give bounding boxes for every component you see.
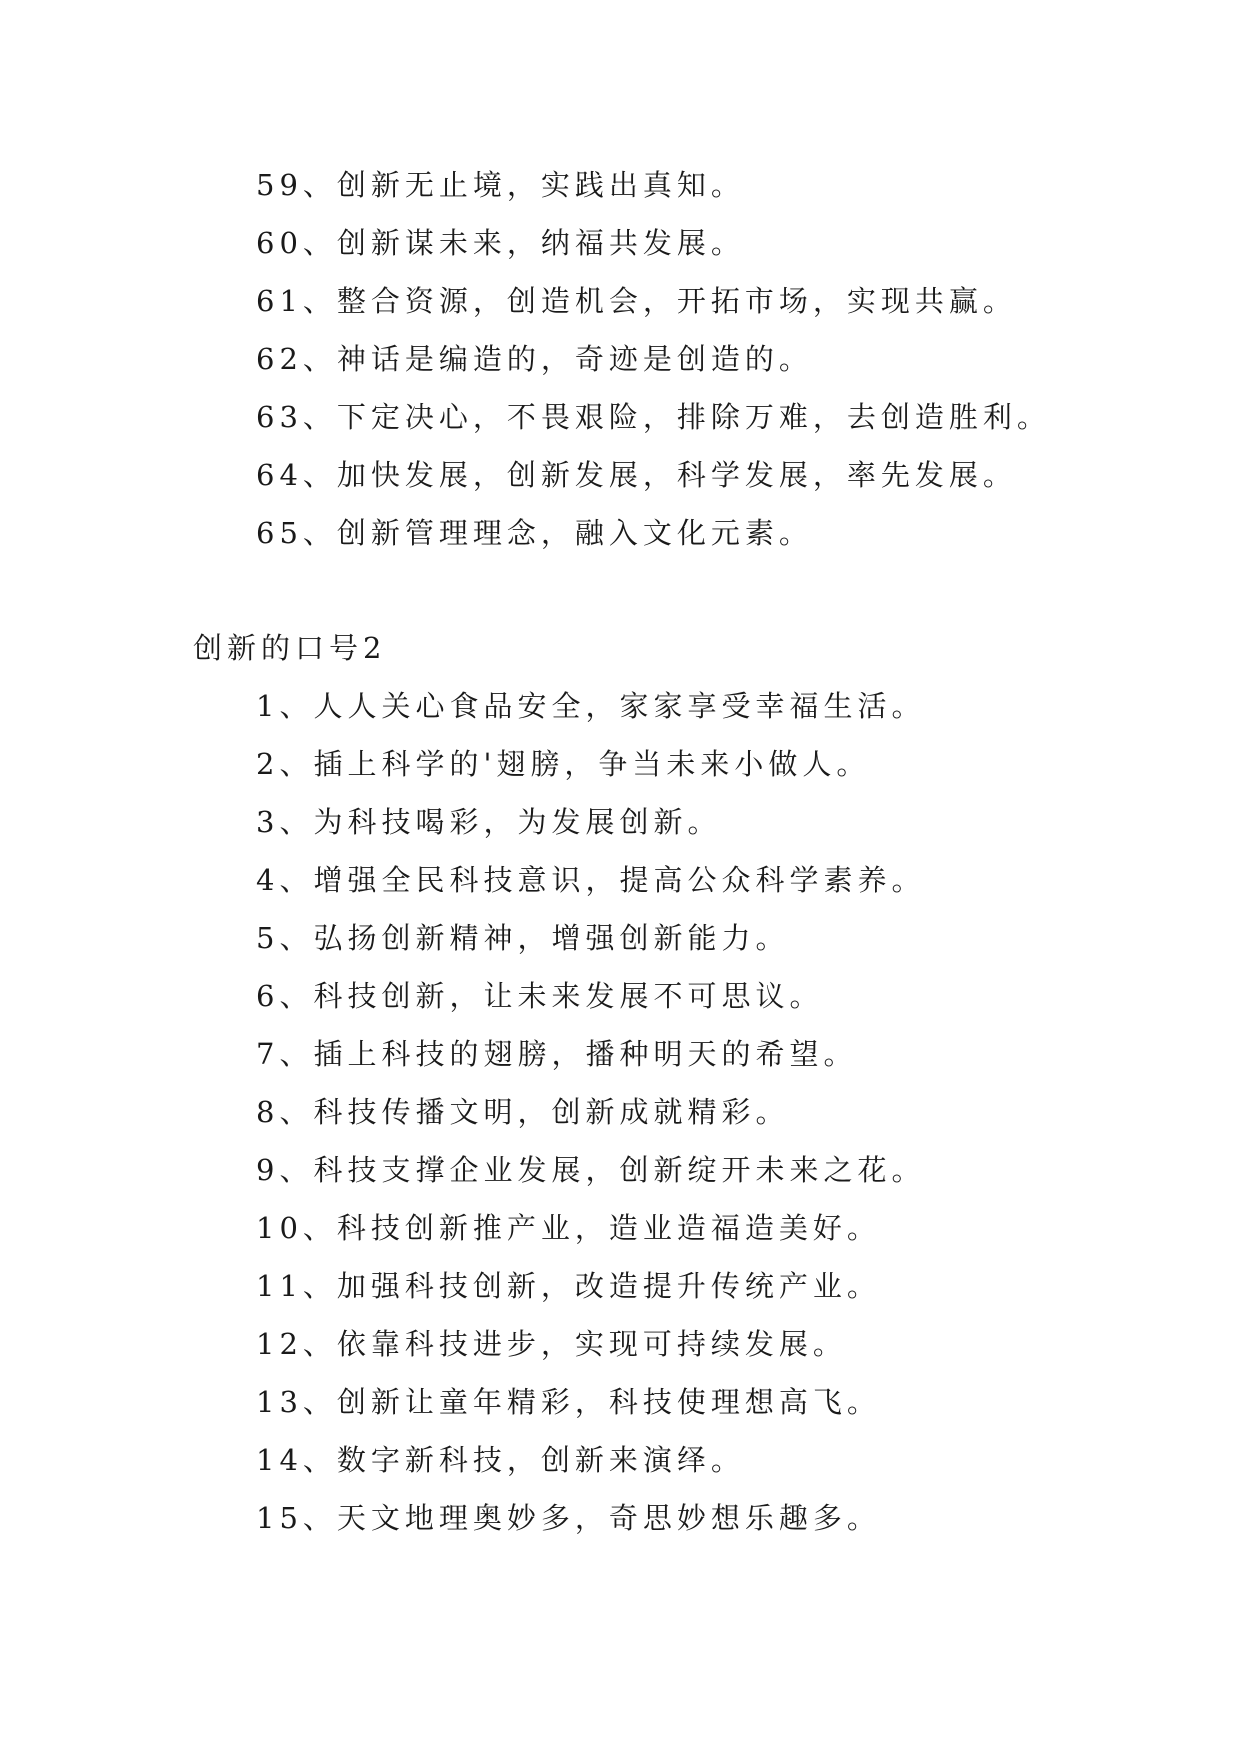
slogan-line: 14、数字新科技，创新来演绎。	[256, 1443, 745, 1477]
section-heading: 创新的口号2	[193, 631, 387, 665]
slogan-line: 3、为科技喝彩，为发展创新。	[256, 805, 722, 839]
slogan-line: 59、创新无止境，实践出真知。	[256, 168, 745, 202]
slogan-line: 2、插上科学的'翅膀，争当未来小做人。	[256, 747, 871, 781]
slogan-line: 8、科技传播文明，创新成就精彩。	[256, 1095, 790, 1129]
slogan-line: 1、人人关心食品安全，家家享受幸福生活。	[256, 689, 926, 723]
slogan-line: 13、创新让童年精彩，科技使理想高飞。	[256, 1385, 881, 1419]
slogan-line: 15、天文地理奥妙多，奇思妙想乐趣多。	[256, 1501, 881, 1535]
slogan-line: 11、加强科技创新，改造提升传统产业。	[256, 1269, 881, 1303]
slogan-line: 4、增强全民科技意识，提高公众科学素养。	[256, 863, 926, 897]
slogan-line: 6、科技创新，让未来发展不可思议。	[256, 979, 824, 1013]
slogan-line: 61、整合资源，创造机会，开拓市场，实现共赢。	[256, 284, 1017, 318]
slogan-line: 12、依靠科技进步，实现可持续发展。	[256, 1327, 847, 1361]
slogan-line: 10、科技创新推产业，造业造福造美好。	[256, 1211, 881, 1245]
slogan-line: 5、弘扬创新精神，增强创新能力。	[256, 921, 790, 955]
slogan-line: 62、神话是编造的，奇迹是创造的。	[256, 342, 813, 376]
slogan-line: 9、科技支撑企业发展，创新绽开未来之花。	[256, 1153, 926, 1187]
slogan-line: 64、加快发展，创新发展，科学发展，率先发展。	[256, 458, 1017, 492]
slogan-line: 65、创新管理理念，融入文化元素。	[256, 516, 813, 550]
slogan-line: 63、下定决心，不畏艰险，排除万难，去创造胜利。	[256, 400, 1051, 434]
slogan-line: 7、插上科技的翅膀，播种明天的希望。	[256, 1037, 858, 1071]
slogan-line: 60、创新谋未来，纳福共发展。	[256, 226, 745, 260]
